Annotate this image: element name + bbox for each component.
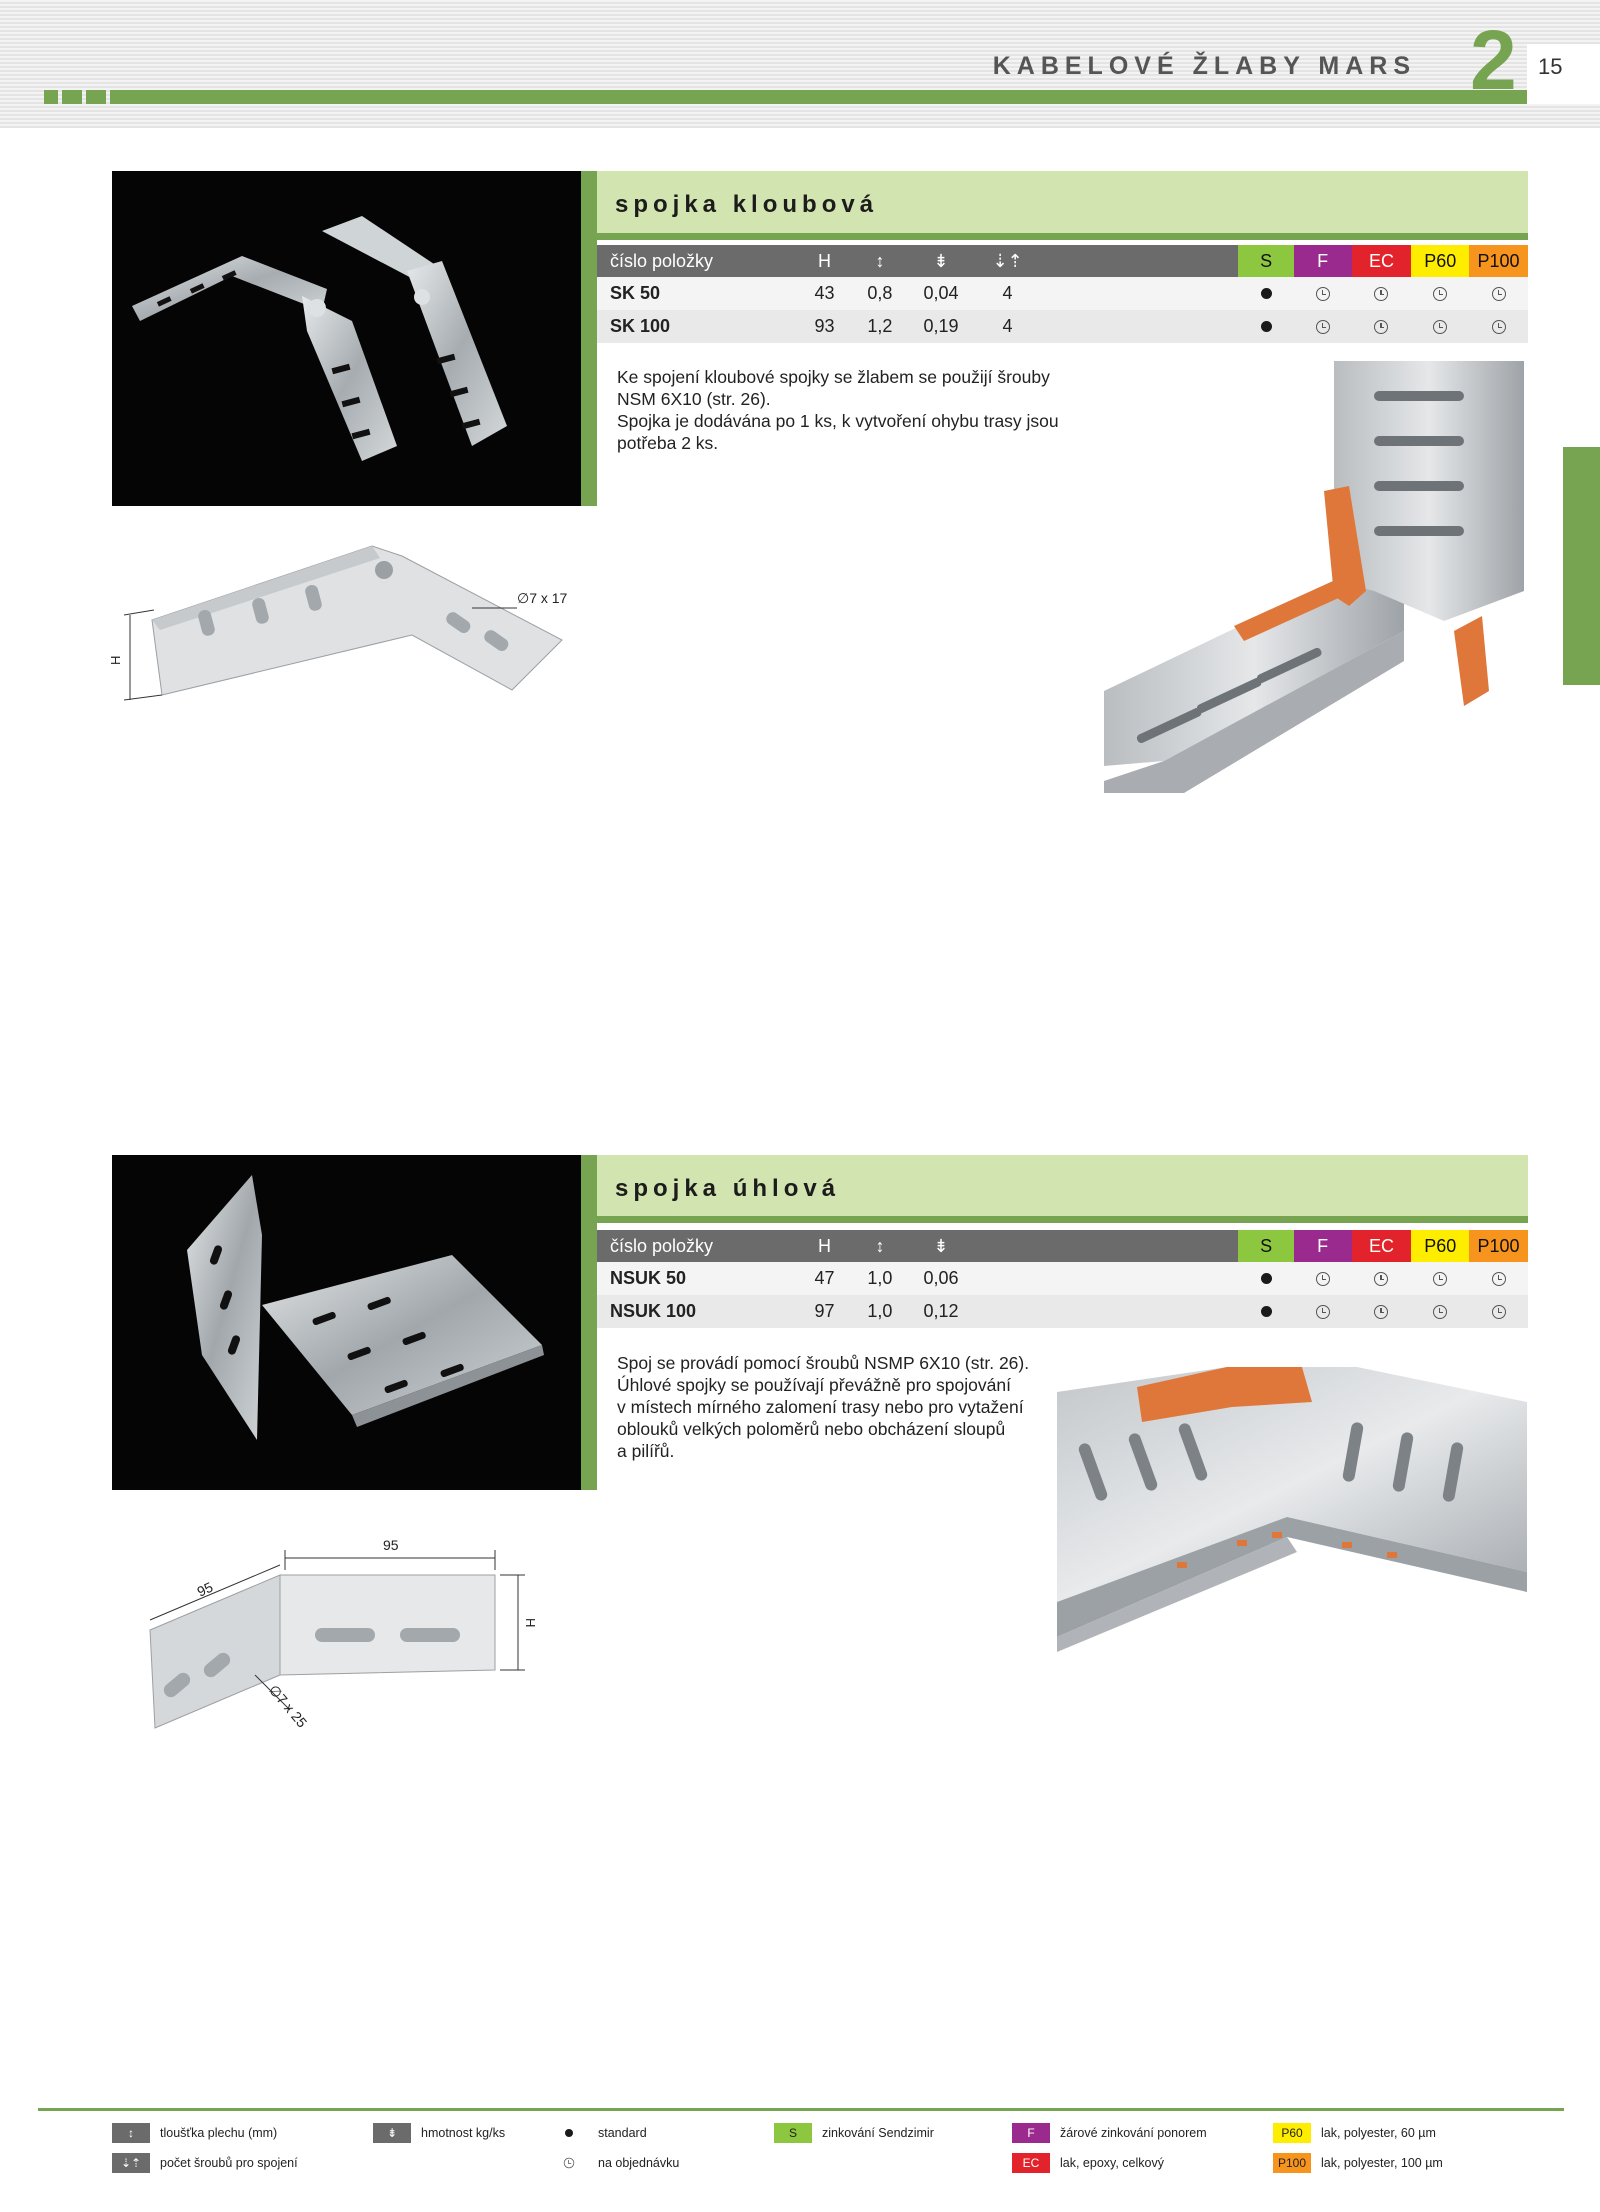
spec-table-angle (597, 1230, 1528, 1328)
product-photo-hinged-coupler (112, 171, 581, 506)
height-dimension-label: H (108, 655, 123, 665)
finish-S-header: S (1238, 245, 1293, 277)
installation-illustration-hinged (1104, 361, 1524, 793)
description-line: Ke spojení kloubové spojky se žlabem se použijí šrouby (617, 367, 1050, 387)
legend-finish-F (1012, 2123, 1207, 2143)
col-height: H (797, 245, 852, 277)
thickness-value: 1,0 (852, 1295, 907, 1328)
weight-icon: ⇟ (373, 2123, 411, 2143)
page-number: 15 (1538, 54, 1563, 79)
table-row (597, 1295, 1528, 1328)
header-rule (110, 90, 1562, 104)
legend-label: na objednávku (598, 2156, 680, 2170)
installation-illustration-angle (1057, 1362, 1527, 1652)
weight-value: 0,19 (908, 310, 975, 343)
chapter-side-tab (1563, 447, 1600, 685)
legend-finish-EC (1012, 2153, 1164, 2173)
photo-accent-strip (581, 1155, 597, 1490)
on-order-clock-icon (1433, 320, 1447, 334)
col-item-number: číslo položky (597, 245, 797, 277)
height-dimension-label: H (523, 1618, 538, 1628)
on-order-clock-icon (1492, 320, 1506, 334)
legend-weight (373, 2123, 505, 2143)
legend-thickness (112, 2123, 277, 2143)
table-row (597, 310, 1528, 343)
legend-label: lak, polyester, 100 µm (1321, 2156, 1443, 2170)
finish-S-header: S (1238, 1230, 1293, 1262)
description-line: oblouků velkých poloměrů nebo obcházení sloupů (617, 1419, 1006, 1439)
thickness-value: 0,8 (852, 277, 907, 310)
product-heading-band (597, 1155, 1528, 1223)
product-heading-band (597, 171, 1528, 240)
standard-dot-icon (1261, 1306, 1272, 1317)
on-order-clock-icon (1492, 1272, 1506, 1286)
on-order-clock-icon (1433, 287, 1447, 301)
description-line: a pilířů. (617, 1441, 675, 1461)
legend-finish-P60 (1273, 2123, 1436, 2143)
on-order-clock-icon (1433, 1305, 1447, 1319)
hole-dimension-label: ∅7 x 25 (265, 1681, 311, 1731)
table-row (597, 1262, 1528, 1295)
screws-value: 4 (974, 310, 1041, 343)
weight-value: 0,12 (908, 1295, 975, 1328)
product-description (617, 1352, 1047, 1462)
legend-label: lak, polyester, 60 µm (1321, 2126, 1436, 2140)
finish-P60-header: P60 (1411, 245, 1469, 277)
on-order-clock-icon (1492, 1305, 1506, 1319)
weight-icon: ⇟ (908, 245, 975, 277)
finish-F-swatch: F (1012, 2123, 1050, 2143)
length-dimension-label: 95 (383, 1537, 399, 1553)
legend-screws (112, 2153, 298, 2173)
table-row (597, 277, 1528, 310)
col-item-number: číslo položky (597, 1230, 797, 1262)
legend-label: tloušťka plechu (mm) (160, 2126, 278, 2140)
col-spacer (1041, 245, 1239, 277)
table-header-row (597, 1230, 1528, 1262)
technical-drawing-hinged (108, 530, 592, 730)
legend-standard (550, 2123, 647, 2143)
finish-P100-swatch: P100 (1273, 2153, 1311, 2173)
on-order-clock-icon (1316, 320, 1330, 334)
standard-dot-icon (1261, 321, 1272, 332)
description-line: v místech mírného zalomení trasy nebo pro vytažení (617, 1397, 1024, 1417)
finish-P60-header: P60 (1411, 1230, 1469, 1262)
on-order-clock-icon (1316, 1305, 1330, 1319)
spec-table-hinged (597, 245, 1528, 343)
product-title: spojka kloubová (615, 191, 879, 218)
finish-P100-header: P100 (1469, 1230, 1528, 1262)
product-title: spojka úhlová (615, 1175, 841, 1202)
item-code: SK 100 (597, 310, 797, 343)
on-order-clock-icon (1374, 1272, 1388, 1286)
on-order-clock-icon (1374, 320, 1388, 334)
legend-label: žárové zinkování ponorem (1060, 2126, 1207, 2140)
legend-on-order (550, 2153, 679, 2173)
legend-finish-S (774, 2123, 934, 2143)
header-deco-block (86, 90, 106, 104)
finish-EC-swatch: EC (1012, 2153, 1050, 2173)
screws-icon: ⇣⇡ (974, 245, 1041, 277)
height-value: 97 (797, 1295, 852, 1328)
finish-EC-header: EC (1352, 1230, 1412, 1262)
photo-accent-strip (581, 171, 597, 506)
weight-value: 0,04 (908, 277, 975, 310)
on-order-clock-icon (1433, 1272, 1447, 1286)
height-value: 43 (797, 277, 852, 310)
hole-dimension-label: ∅7 x 17 (517, 590, 568, 606)
thickness-icon: ↕ (852, 1230, 907, 1262)
header-deco-block (44, 90, 58, 104)
description-line: Úhlové spojky se používají převážně pro spojování (617, 1375, 1011, 1395)
screws-icon: ⇣⇡ (112, 2153, 150, 2173)
legend-label: standard (598, 2126, 647, 2140)
standard-dot-icon (1261, 1273, 1272, 1284)
chapter-number: 2 (1470, 13, 1517, 107)
legend-label: zinkování Sendzimir (822, 2126, 934, 2140)
product-description (617, 366, 1117, 454)
technical-drawing-angle (130, 1510, 550, 1750)
finish-F-header: F (1294, 245, 1352, 277)
thickness-value: 1,2 (852, 310, 907, 343)
item-code: NSUK 100 (597, 1295, 797, 1328)
table-header-row (597, 245, 1528, 277)
height-value: 93 (797, 310, 852, 343)
product-photo-angle-coupler (112, 1155, 581, 1490)
weight-value: 0,06 (908, 1262, 975, 1295)
on-order-clock-icon (1374, 287, 1388, 301)
legend-finish-P100 (1273, 2153, 1443, 2173)
catalog-title: KABELOVÉ ŽLABY MARS (992, 52, 1416, 80)
legend-label: lak, epoxy, celkový (1060, 2156, 1164, 2170)
legend-rule (38, 2108, 1564, 2111)
weight-icon: ⇟ (908, 1230, 975, 1262)
finish-S-swatch: S (774, 2123, 812, 2143)
item-code: NSUK 50 (597, 1262, 797, 1295)
legend-label: počet šroubů pro spojení (160, 2156, 298, 2170)
header-deco-block (62, 90, 82, 104)
description-line: Spojka je dodávána po 1 ks, k vytvoření ohybu trasy jsou (617, 411, 1059, 431)
screws-value: 4 (974, 277, 1041, 310)
standard-dot-icon (1261, 288, 1272, 299)
finish-P100-header: P100 (1469, 245, 1528, 277)
item-code: SK 50 (597, 277, 797, 310)
finish-P60-swatch: P60 (1273, 2123, 1311, 2143)
on-order-clock-icon (1374, 1305, 1388, 1319)
description-line: NSM 6X10 (str. 26). (617, 389, 771, 409)
on-order-clock-icon (1492, 287, 1506, 301)
description-line: Spoj se provádí pomocí šroubů NSMP 6X10 (str. 26). (617, 1353, 1030, 1373)
on-order-clock-icon (1316, 287, 1330, 301)
thickness-value: 1,0 (852, 1262, 907, 1295)
finish-F-header: F (1294, 1230, 1352, 1262)
description-line: potřeba 2 ks. (617, 433, 719, 453)
standard-dot-icon (565, 2129, 573, 2137)
col-height: H (797, 1230, 852, 1262)
on-order-clock-icon (564, 2158, 575, 2169)
col-spacer (974, 1230, 1238, 1262)
legend-label: hmotnost kg/ks (421, 2126, 506, 2140)
thickness-icon: ↕ (852, 245, 907, 277)
thickness-icon: ↕ (112, 2123, 150, 2143)
finish-EC-header: EC (1352, 245, 1412, 277)
length-dimension-label: 95 (194, 1578, 216, 1600)
on-order-clock-icon (1316, 1272, 1330, 1286)
height-value: 47 (797, 1262, 852, 1295)
